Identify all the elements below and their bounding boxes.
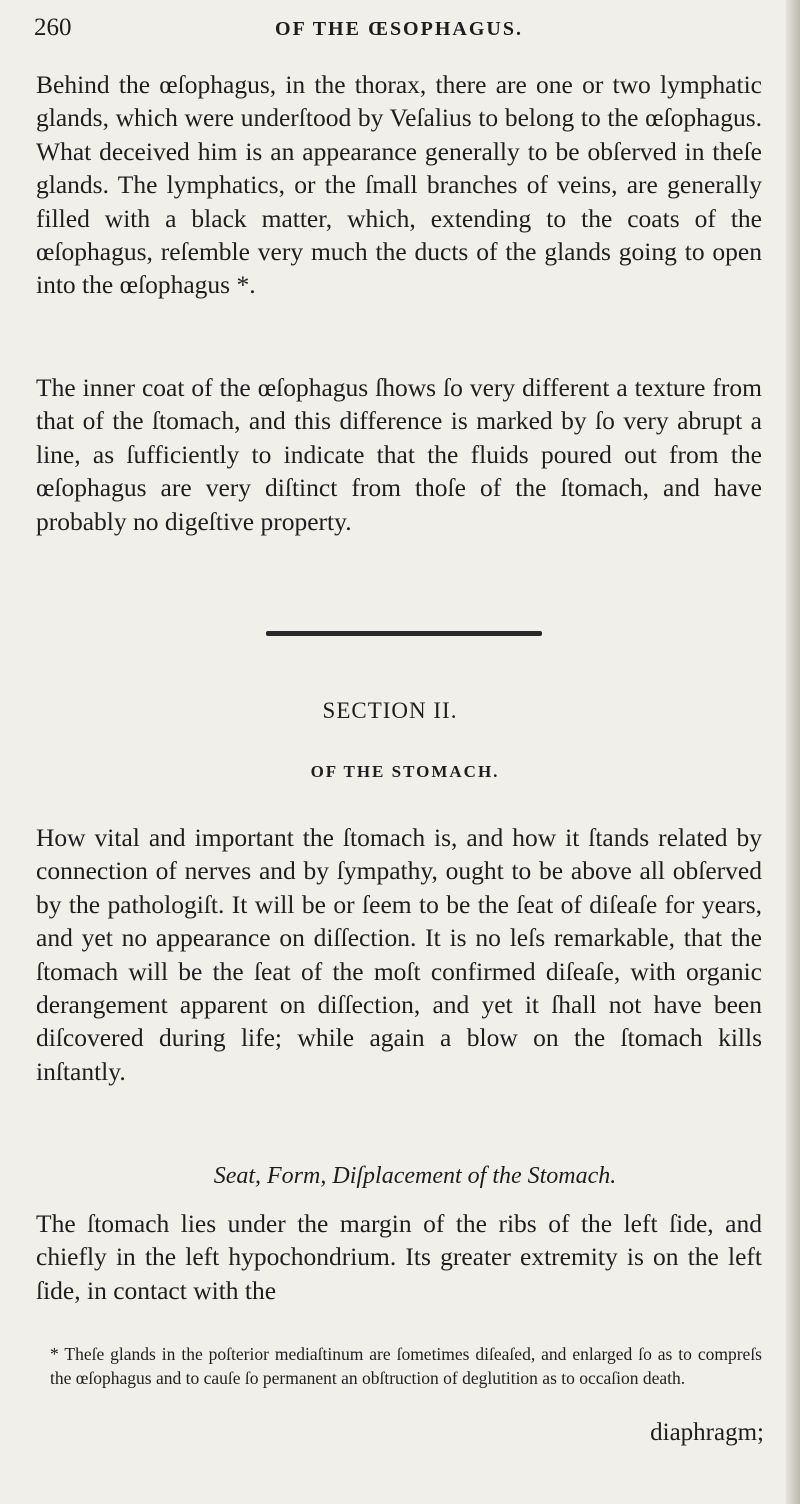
subsection-heading: Seat, Form, Diſplacement of the Stomach. (213, 1163, 617, 1189)
paragraph-lymphatic-glands: Behind the œſophagus, in the thorax, there are one or two lymphatic glands, which were underſtood by Veſalius to belong to the œſophagus. What deceived him is an appearance generally to be obſerved in theſe glands. The lymphatics, or the ſmall branches of veins, are generally filled with a black matter, which, extending to the coats of the œſophagus, reſemble very much the ducts of the glands going to open into the œſophagus *. (36, 70, 762, 300)
running-head (34, 14, 764, 48)
paragraph-inner-coat: The inner coat of the œſophagus ſhows ſo very different a texture from that of the ſtomach, and this difference is marked by ſo very abrupt a line, as ſufficiently to indicate that the fluids poured out from the œſophagus are very diſtinct from thoſe of the ſtomach, and have probably no digeſtive property. (36, 373, 762, 536)
section-title: OF THE STOMACH. (310, 762, 500, 781)
footnote: * Theſe glands in the poſterior mediaſtinum are ſometimes diſeaſed, and enlarged ſo as to compreſs the œſophagus and to cauſe ſo permanent an obſtruction of deglutition as to occaſion death. (50, 1344, 762, 1388)
page-edge (786, 0, 800, 1504)
page-number: 260 (34, 14, 72, 41)
paragraph-stomach-intro: How vital and important the ſtomach is, and how it ſtands related by connection of nerves and by ſympathy, ought to be above all obſerved by the pathologiſt. It will be or ſeem to be the ſeat of diſeaſe for years, and yet no appearance on diſſection. It is no leſs remarkable, that the ſtomach will be the ſeat of the moſt confirmed diſeaſe, with organic derangement apparent on diſſection, and yet it ſhall not have been diſcovered during life; while again a blow on the ſtomach kills inſtantly. (36, 823, 762, 1086)
catchword: diaphragm; (650, 1419, 764, 1446)
section-divider (266, 631, 542, 636)
paragraph-stomach-seat: The ſtomach lies under the margin of the ribs of the left ſide, and chiefly in the left hypochondrium. Its greater extremity is on the left ſide, in contact with the (36, 1209, 762, 1305)
section-heading: SECTION II. (322, 698, 458, 723)
running-title: OF THE ŒSOPHAGUS. (275, 18, 523, 40)
